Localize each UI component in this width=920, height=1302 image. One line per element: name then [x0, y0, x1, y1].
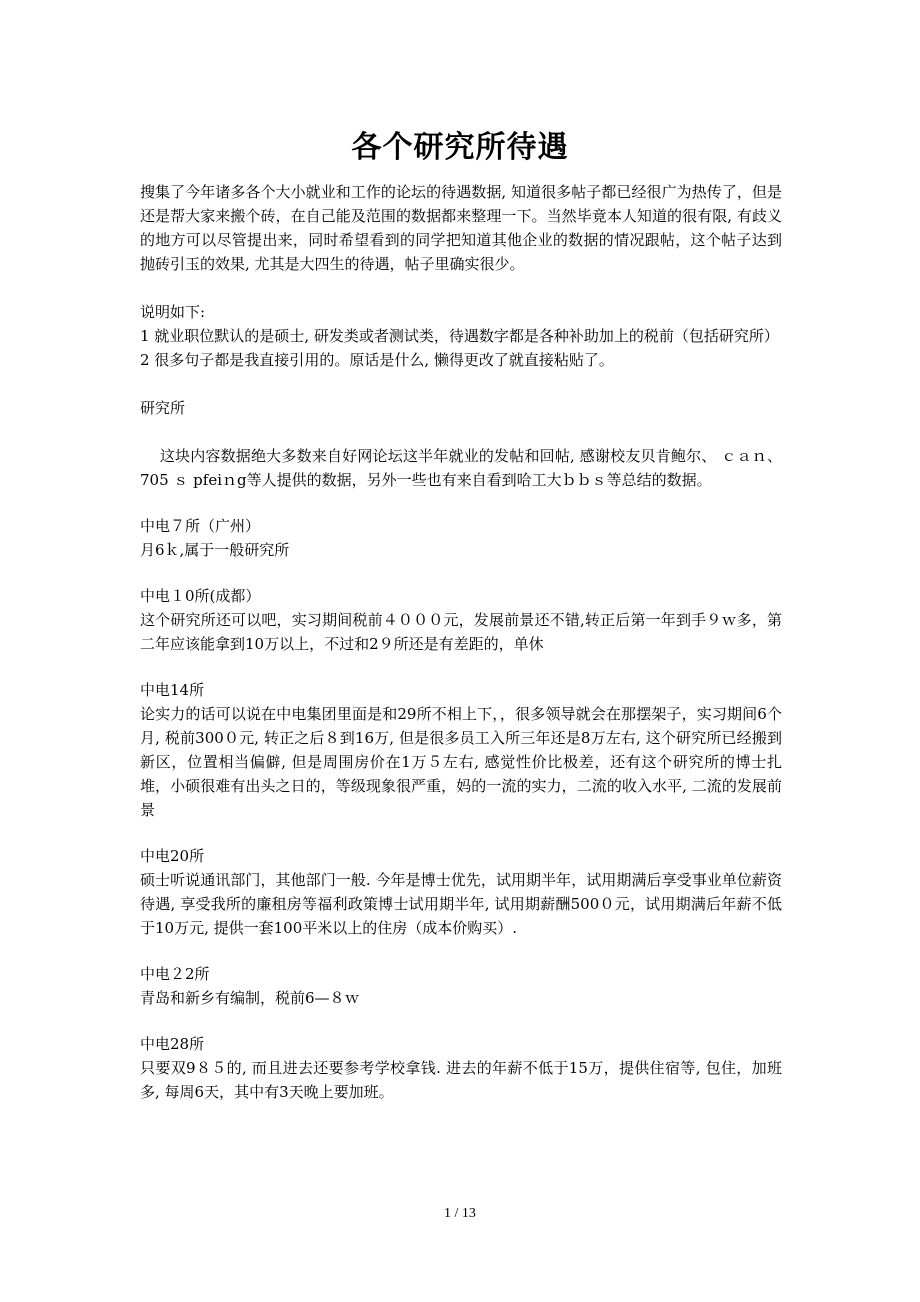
spacer [140, 276, 782, 300]
document-body [140, 180, 782, 1104]
note-2: 2 很多句子都是我直接引用的。原话是什么, 懒得更改了就直接粘贴了。 [140, 351, 614, 369]
entry-name: 中电１0所(成都） [140, 587, 261, 605]
entry-text: 硕士听说通讯部门，其他部门一般. 今年是博士优先，试用期半年，试用期满后享受事业单位薪资待遇, 享受我所的廉租房等福利政策博士试用期半年, 试用期薪酬500０元，试用期满后年薪不低于10万元, 提供一套100平米以上的住房（成本价购买）. [140, 871, 782, 937]
section-heading: 研究所 [140, 399, 186, 417]
intro-paragraph: 搜集了今年诸多各个大小就业和工作的论坛的待遇数据, 知道很多帖子都已经很广为热传了，但是还是帮大家来搬个砖，在自己能及范围的数据都来整理一下。当然毕竟本人知道的很有限, 有歧义的地方可以尽管提出来，同时希望看到的同学把知道其他企业的数据的情况跟帖，这个帖子达到抛砖引玉的效果, 尤其是大四生的待遇，帖子里确实很少。 [140, 183, 782, 273]
entry-name: 中电14所 [140, 681, 205, 699]
entry-name: 中电７所（广州） [140, 517, 261, 535]
page-number: 1 / 13 [444, 1206, 476, 1221]
entry-text: 只要双9８５的, 而且进去还要参考学校拿钱. 进去的年薪不低于15万，提供住宿等, 包住，加班多, 每周6天，其中有3天晚上要加班。 [140, 1059, 782, 1101]
document-title: 各个研究所待遇 [351, 130, 569, 165]
spacer [140, 656, 782, 678]
entry-text: 这个研究所还可以吧，实习期间税前４０００元，发展前景还不错,转正后第一年到手９ｗ多，第二年应该能拿到10万以上，不过和2９所还是有差距的，单休 [140, 611, 782, 653]
entry-name: 中电２2所 [140, 965, 210, 983]
spacer [140, 492, 782, 514]
note-1: 1 就业职位默认的是硕士, 研发类或者测试类，待遇数字都是各种补助加上的税前（包括研究所） [140, 327, 779, 345]
spacer [140, 822, 782, 844]
entry-text: 月6ｋ,属于一般研究所 [140, 541, 290, 559]
spacer [140, 420, 782, 444]
notes-heading: 说明如下: [140, 303, 206, 321]
entry-text: 青岛和新乡有编制，税前6—８ｗ [140, 989, 360, 1007]
spacer [140, 940, 782, 962]
entry-text: 论实力的话可以说在中电集团里面是和29所不相上下，，很多领导就会在那摆架子，实习期间6个月, 税前300０元, 转正之后８到16万, 但是很多员工入所三年还是8万左右, 这个研究所已经搬到新区，位置相当偏僻, 但是周围房价在1万５左右, 感觉性价比极差，还有这个研究所的博士扎堆，小硕很难有出头之日的，等级现象很严重，妈的一流的实力，二流的收入水平, 二流的发展前景 [140, 705, 782, 819]
spacer [140, 1010, 782, 1032]
source-note: 这块内容数据绝大多数来自好网论坛这半年就业的发帖和回帖, 感谢校友贝肯鲍尔、 ｃａｎ、705 ｓ pfeiｎg等人提供的数据，另外一些也有来自看到哈工大ｂｂｓ等总结的数据。 [140, 447, 782, 489]
entry-name: 中电28所 [140, 1035, 205, 1053]
spacer [140, 562, 782, 584]
entry-name: 中电20所 [140, 847, 205, 865]
spacer [140, 372, 782, 396]
